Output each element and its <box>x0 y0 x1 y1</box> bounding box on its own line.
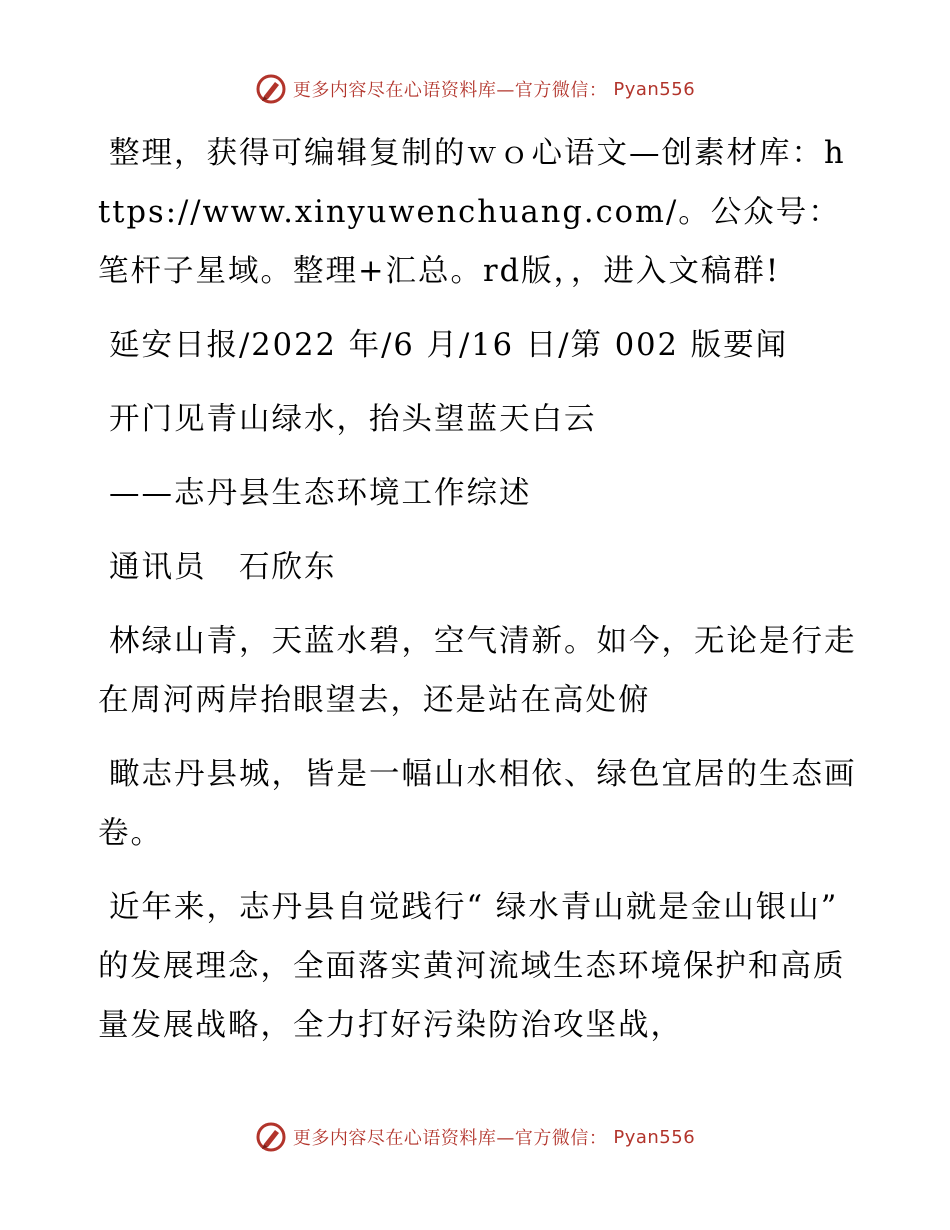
paragraph-body-3: 近年来，志丹县自觉践行“ 绿水青山就是金山银山” 的发展理念，全面落实黄河流域生态环境保护和高质量发展战略，全力打好污染防治攻坚战， <box>98 890 846 1043</box>
banner-wechat-id: Pyan556 <box>613 78 696 100</box>
article-subtitle: ——志丹县生态环境工作综述 <box>109 476 532 511</box>
document-body <box>98 124 858 1055</box>
paragraph-body-1: 林绿山青，天蓝水碧，空气清新。如今，无论是行走在周河两岸抬眼望去，还是站在高处俯 <box>98 624 857 718</box>
footer-watermark-banner <box>0 1121 950 1153</box>
banner-text: 更多内容尽在心语资料库—官方微信： <box>292 80 608 101</box>
header-watermark-banner <box>0 73 950 105</box>
pen-logo-icon <box>255 73 287 105</box>
paragraph-intro: 整理，获得可编辑复制的ｗｏ心语文—创素材库：https://www.xinyuwenchuang.com/。公众号：笔杆子星域。整理+汇总。rd版，，进入文稿群! <box>98 136 846 289</box>
paragraph-body-2: 瞰志丹县城，皆是一幅山水相依、绿色宜居的生态画卷。 <box>98 757 857 851</box>
pen-logo-icon <box>255 1121 287 1153</box>
article-title: 开门见青山绿水，抬头望蓝天白云 <box>109 402 597 437</box>
banner-text: 更多内容尽在心语资料库—官方微信： <box>292 1128 608 1149</box>
paragraph-source: 延安日报/2022 年/6 月/16 日/第 002 版要闻 <box>109 328 789 363</box>
banner-wechat-id: Pyan556 <box>613 1126 696 1148</box>
article-byline: 通讯员 石欣东 <box>109 550 337 585</box>
